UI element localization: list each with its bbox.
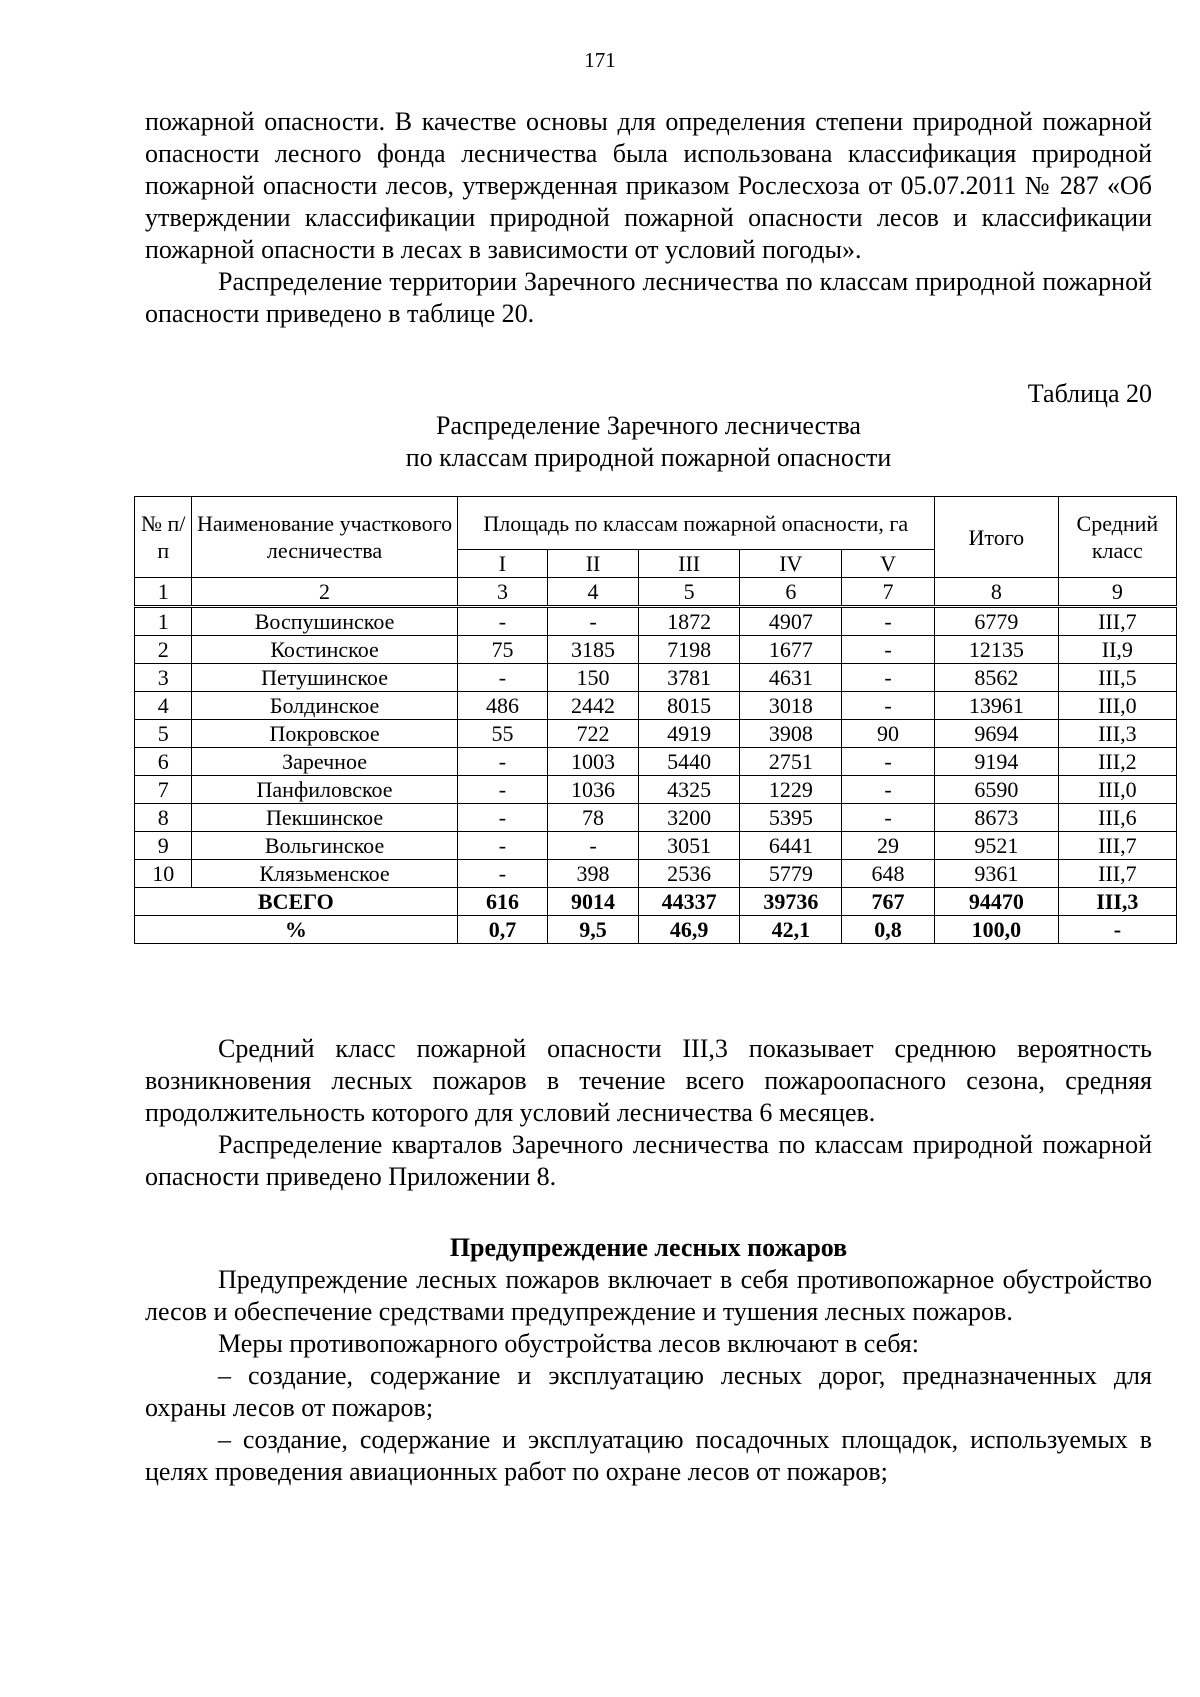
header-class: III: [638, 550, 740, 578]
table-row: [135, 748, 1177, 776]
column-number: 2: [192, 578, 457, 607]
table-cell: III,7: [1058, 860, 1176, 888]
total-cell: 94470: [934, 888, 1058, 916]
table-cell: 78: [548, 804, 639, 832]
table-row: [135, 636, 1177, 664]
table-cell: -: [842, 776, 935, 804]
table-cell: -: [457, 748, 548, 776]
table-cell: 13961: [934, 692, 1058, 720]
table-title-block: [145, 378, 1152, 474]
intro-block: [145, 106, 1152, 330]
forestry-name-cell: Заречное: [192, 748, 457, 776]
table-cell: -: [457, 607, 548, 636]
forestry-name-cell: Панфиловское: [192, 776, 457, 804]
forestry-name-cell: Пекшинское: [192, 804, 457, 832]
table-cell: 9194: [934, 748, 1058, 776]
column-number: 5: [638, 578, 740, 607]
intro-paragraph: пожарной опасности. В качестве основы для определения степени природной пожарной опасности лесного фонда лесничества была использована классификация природной пожарной опасности лесов, утвержденная приказом Рослесхоза от 05.07.2011 № 287 «Об утверждении классификации природной пожарной опасности лесов и классификации пожарной опасности в лесах в зависимости от условий погоды».: [145, 107, 1152, 264]
forestry-name-cell: Петушинское: [192, 664, 457, 692]
table-cell: -: [457, 832, 548, 860]
table-row: [135, 664, 1177, 692]
percent-cell: 46,9: [638, 916, 740, 944]
table-cell: -: [457, 860, 548, 888]
total-cell: 9014: [548, 888, 639, 916]
table-cell: 648: [842, 860, 935, 888]
table-caption-line: Распределение Заречного лесничества: [436, 411, 861, 440]
table-cell: 6590: [934, 776, 1058, 804]
table-cell: 4325: [638, 776, 740, 804]
table-cell: -: [548, 832, 639, 860]
table-label: Таблица 20: [1027, 379, 1152, 408]
header-total: Итого: [934, 497, 1058, 578]
table-cell: 1: [135, 607, 192, 636]
header-avg-class: Средний класс: [1058, 497, 1176, 578]
header-name: Наименование участкового лесничества: [192, 497, 457, 578]
percent-label: %: [135, 916, 458, 944]
table-cell: -: [457, 664, 548, 692]
section-list-item: – создание, содержание и эксплуатацию посадочных площадок, используемых в целях проведения авиационных работ по охране лесов от пожаров;: [145, 1425, 1152, 1486]
section-heading: Предупреждение лесных пожаров: [449, 1233, 848, 1262]
table-cell: 398: [548, 860, 639, 888]
table-cell: III,0: [1058, 692, 1176, 720]
table-cell: III,5: [1058, 664, 1176, 692]
body-paragraph: Средний класс пожарной опасности III,3 показывает среднюю вероятность возникновения лесных пожаров в течение всего пожароопасного сезона, средняя продолжительность которого для условий лесничества 6 месяцев.: [145, 1034, 1152, 1127]
fire-class-table: [134, 496, 1177, 944]
header-area-group: Площадь по классам пожарной опасности, га: [457, 497, 934, 550]
table-cell: 9694: [934, 720, 1058, 748]
table-cell: III,0: [1058, 776, 1176, 804]
section-list-item: – создание, содержание и эксплуатацию лесных дорог, предназначенных для охраны лесов от пожаров;: [145, 1361, 1152, 1422]
header-class: V: [842, 550, 935, 578]
table-cell: 5779: [740, 860, 842, 888]
forestry-name-cell: Клязьменское: [192, 860, 457, 888]
table-cell: 1677: [740, 636, 842, 664]
table-cell: -: [842, 636, 935, 664]
table-cell: 10: [135, 860, 192, 888]
table-cell: -: [842, 692, 935, 720]
table-cell: III,7: [1058, 832, 1176, 860]
header-class: I: [457, 550, 548, 578]
percent-cell: 9,5: [548, 916, 639, 944]
table-cell: 1036: [548, 776, 639, 804]
table-cell: 12135: [934, 636, 1058, 664]
table-cell: 4907: [740, 607, 842, 636]
table-cell: 6779: [934, 607, 1058, 636]
table-cell: 3185: [548, 636, 639, 664]
table-cell: 1003: [548, 748, 639, 776]
total-row: [135, 888, 1177, 916]
total-cell: 616: [457, 888, 548, 916]
table-row: [135, 720, 1177, 748]
table-cell: 2536: [638, 860, 740, 888]
table-cell: 2442: [548, 692, 639, 720]
table-cell: 5440: [638, 748, 740, 776]
total-cell: III,3: [1058, 888, 1176, 916]
header-class: IV: [740, 550, 842, 578]
table-cell: II,9: [1058, 636, 1176, 664]
column-number: 9: [1058, 578, 1176, 607]
table-wrapper: [141, 496, 1159, 944]
table-row: [135, 804, 1177, 832]
section-paragraph: Меры противопожарного обустройства лесов включают в себя:: [218, 1329, 919, 1358]
table-cell: 4631: [740, 664, 842, 692]
table-cell: -: [457, 804, 548, 832]
table-cell: 8562: [934, 664, 1058, 692]
percent-cell: 0,8: [842, 916, 935, 944]
table-row: [135, 607, 1177, 636]
percent-cell: 0,7: [457, 916, 548, 944]
table-cell: -: [842, 804, 935, 832]
total-label: ВСЕГО: [135, 888, 458, 916]
table-cell: 3781: [638, 664, 740, 692]
table-cell: 9521: [934, 832, 1058, 860]
column-number: 6: [740, 578, 842, 607]
total-cell: 44337: [638, 888, 740, 916]
table-row: [135, 860, 1177, 888]
column-number: 4: [548, 578, 639, 607]
section-paragraph: Предупреждение лесных пожаров включает в себя противопожарное обустройство лесов и обеспечение средствами предупреждение и тушения лесных пожаров.: [145, 1265, 1152, 1326]
table-cell: III,7: [1058, 607, 1176, 636]
table-cell: III,6: [1058, 804, 1176, 832]
table-cell: 8015: [638, 692, 740, 720]
table-cell: 4919: [638, 720, 740, 748]
percent-row: [135, 916, 1177, 944]
total-cell: 767: [842, 888, 935, 916]
page-number: 171: [584, 48, 616, 72]
forestry-name-cell: Воспушинское: [192, 607, 457, 636]
table-cell: 3: [135, 664, 192, 692]
column-number: 3: [457, 578, 548, 607]
table-cell: 2: [135, 636, 192, 664]
percent-cell: 42,1: [740, 916, 842, 944]
header-num: № п/п: [135, 497, 192, 578]
table-cell: 3051: [638, 832, 740, 860]
total-cell: 39736: [740, 888, 842, 916]
table-cell: -: [842, 748, 935, 776]
table-row: [135, 692, 1177, 720]
column-number: 1: [135, 578, 192, 607]
table-cell: 6: [135, 748, 192, 776]
table-cell: III,2: [1058, 748, 1176, 776]
table-cell: -: [548, 607, 639, 636]
intro-paragraph: Распределение территории Заречного лесничества по классам природной пожарной опасности приведено в таблице 20.: [145, 267, 1152, 328]
table-cell: 3200: [638, 804, 740, 832]
table-cell: 486: [457, 692, 548, 720]
table-cell: 7198: [638, 636, 740, 664]
column-number: 8: [934, 578, 1058, 607]
table-cell: 5395: [740, 804, 842, 832]
forestry-name-cell: Костинское: [192, 636, 457, 664]
percent-cell: -: [1058, 916, 1176, 944]
table-cell: 2751: [740, 748, 842, 776]
table-cell: 9: [135, 832, 192, 860]
after-table-block: [145, 1033, 1152, 1193]
table-cell: -: [842, 607, 935, 636]
percent-cell: 100,0: [934, 916, 1058, 944]
forestry-name-cell: Покровское: [192, 720, 457, 748]
table-cell: -: [457, 776, 548, 804]
section-block: [145, 1232, 1152, 1488]
header-class: II: [548, 550, 639, 578]
table-cell: -: [842, 664, 935, 692]
table-cell: 55: [457, 720, 548, 748]
table-cell: 3908: [740, 720, 842, 748]
table-cell: III,3: [1058, 720, 1176, 748]
column-number: 7: [842, 578, 935, 607]
table-cell: 75: [457, 636, 548, 664]
table-cell: 3018: [740, 692, 842, 720]
table-cell: 150: [548, 664, 639, 692]
table-row: [135, 832, 1177, 860]
table-cell: 4: [135, 692, 192, 720]
table-cell: 8673: [934, 804, 1058, 832]
table-cell: 8: [135, 804, 192, 832]
forestry-name-cell: Болдинское: [192, 692, 457, 720]
table-cell: 1229: [740, 776, 842, 804]
table-cell: 1872: [638, 607, 740, 636]
table-caption-line: по классам природной пожарной опасности: [405, 443, 892, 472]
forestry-name-cell: Вольгинское: [192, 832, 457, 860]
table-body: [135, 607, 1177, 888]
table-cell: 6441: [740, 832, 842, 860]
table-cell: 90: [842, 720, 935, 748]
table-cell: 29: [842, 832, 935, 860]
table-cell: 5: [135, 720, 192, 748]
body-paragraph: Распределение кварталов Заречного лесничества по классам природной пожарной опасности приведено Приложении 8.: [145, 1130, 1152, 1191]
table-row: [135, 776, 1177, 804]
table-cell: 9361: [934, 860, 1058, 888]
table-cell: 722: [548, 720, 639, 748]
table-cell: 7: [135, 776, 192, 804]
